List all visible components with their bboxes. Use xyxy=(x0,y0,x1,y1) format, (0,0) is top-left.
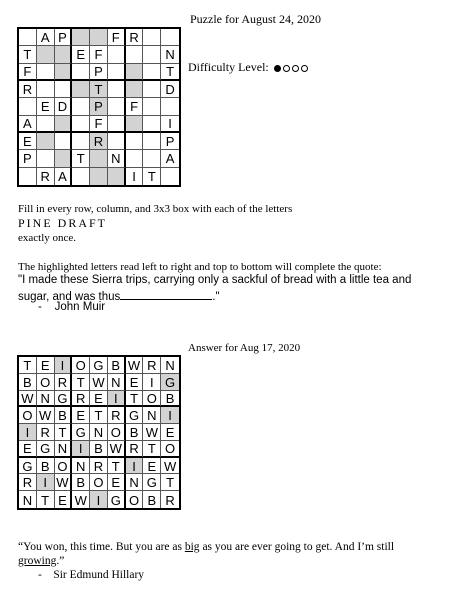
quote-line2-end: ." xyxy=(212,291,220,303)
puzzle-cell xyxy=(126,150,144,167)
puzzle-cell: R xyxy=(37,168,55,185)
answer-cell: E xyxy=(55,491,73,508)
answer-cell: O xyxy=(37,374,55,391)
quote-line2-start: sugar, and was thus xyxy=(18,291,121,303)
answer-cell: I xyxy=(126,458,144,475)
puzzle-cell xyxy=(72,168,90,185)
answer-cell: T xyxy=(55,424,73,441)
puzzle-cell: P xyxy=(90,64,108,81)
puzzle-cell: E xyxy=(37,98,55,115)
puzzle-cell xyxy=(72,29,90,46)
footer-quote-line2 xyxy=(18,555,64,567)
puzzle-cell xyxy=(126,64,144,81)
footer-attribution: - Sir Edmund Hillary xyxy=(38,569,145,581)
puzzle-cell: I xyxy=(126,168,144,185)
answer-cell: G xyxy=(126,407,144,424)
puzzle-cell xyxy=(143,46,161,63)
puzzle-cell: A xyxy=(37,29,55,46)
puzzle-cell xyxy=(126,116,144,133)
footer-quote-growing: growing xyxy=(18,555,57,567)
answer-cell: N xyxy=(161,357,179,374)
puzzle-cell: T xyxy=(161,64,179,81)
puzzle-cell: T xyxy=(72,150,90,167)
quote-intro: The highlighted letters read left to right and top to bottom will complete the quote: xyxy=(18,261,382,273)
difficulty-dot-filled-icon xyxy=(274,65,281,72)
puzzle-cell xyxy=(143,64,161,81)
puzzle-cell xyxy=(90,168,108,185)
puzzle-cell: F xyxy=(19,64,37,81)
quote-line1: "I made these Sierra trips, carrying only a sackful of bread with a little tea and xyxy=(18,274,412,286)
answer-cell: W xyxy=(19,391,37,408)
answer-cell: G xyxy=(161,374,179,391)
answer-cell: B xyxy=(37,458,55,475)
answer-cell: B xyxy=(90,441,108,458)
puzzle-cell xyxy=(161,29,179,46)
answer-cell: W xyxy=(90,374,108,391)
puzzle-cell xyxy=(55,46,73,63)
difficulty-dots xyxy=(272,60,308,74)
puzzle-cell: N xyxy=(161,46,179,63)
puzzle-cell xyxy=(37,81,55,98)
answer-cell: E xyxy=(108,474,126,491)
answer-cell: I xyxy=(37,474,55,491)
answer-cell: O xyxy=(143,391,161,408)
puzzle-cell xyxy=(108,46,126,63)
puzzle-cell xyxy=(108,64,126,81)
answer-cell: E xyxy=(126,374,144,391)
puzzle-cell: F xyxy=(126,98,144,115)
puzzle-cell: T xyxy=(143,168,161,185)
difficulty-dot-empty-icon xyxy=(292,65,299,72)
puzzle-cell xyxy=(37,133,55,150)
answer-cell: R xyxy=(37,424,55,441)
answer-cell: O xyxy=(161,441,179,458)
answer-cell: E xyxy=(143,458,161,475)
puzzle-cell xyxy=(126,81,144,98)
letters-list: PINE DRAFT xyxy=(18,216,108,230)
puzzle-cell xyxy=(143,133,161,150)
puzzle-cell: T xyxy=(90,81,108,98)
puzzle-cell xyxy=(126,46,144,63)
puzzle-cell xyxy=(72,98,90,115)
puzzle-cell xyxy=(90,29,108,46)
answer-cell: I xyxy=(72,441,90,458)
puzzle-cell xyxy=(161,168,179,185)
answer-cell: B xyxy=(72,474,90,491)
answer-cell: W xyxy=(126,357,144,374)
puzzle-cell xyxy=(143,116,161,133)
answer-cell: G xyxy=(108,491,126,508)
answer-cell: T xyxy=(19,357,37,374)
puzzle-cell xyxy=(55,116,73,133)
answer-cell: W xyxy=(161,458,179,475)
answer-cell: O xyxy=(19,407,37,424)
answer-cell: T xyxy=(90,407,108,424)
puzzle-cell: A xyxy=(19,116,37,133)
answer-cell: T xyxy=(37,491,55,508)
instructions-line1: Fill in every row, column, and 3x3 box with each of the letters xyxy=(18,203,293,215)
puzzle-cell xyxy=(55,81,73,98)
answer-cell: G xyxy=(19,458,37,475)
answer-cell: B xyxy=(161,391,179,408)
answer-cell: N xyxy=(126,474,144,491)
puzzle-cell xyxy=(72,64,90,81)
answer-cell: R xyxy=(55,374,73,391)
answer-cell: E xyxy=(19,441,37,458)
answer-cell: O xyxy=(55,458,73,475)
puzzle-cell xyxy=(108,81,126,98)
answer-cell: B xyxy=(143,491,161,508)
puzzle-cell xyxy=(108,168,126,185)
answer-cell: W xyxy=(72,491,90,508)
answer-cell: T xyxy=(161,474,179,491)
puzzle-cell xyxy=(72,81,90,98)
puzzle-cell xyxy=(143,150,161,167)
puzzle-cell xyxy=(37,46,55,63)
answer-cell: T xyxy=(72,374,90,391)
answer-cell: R xyxy=(108,407,126,424)
puzzle-cell: R xyxy=(126,29,144,46)
footer-quote-end: .” xyxy=(56,555,65,567)
answer-cell: W xyxy=(37,407,55,424)
puzzle-cell: D xyxy=(55,98,73,115)
puzzle-cell: F xyxy=(108,29,126,46)
answer-cell: R xyxy=(72,391,90,408)
answer-cell: T xyxy=(126,391,144,408)
puzzle-cell xyxy=(55,133,73,150)
answer-cell: R xyxy=(90,458,108,475)
answer-cell: B xyxy=(108,357,126,374)
answer-cell: E xyxy=(37,357,55,374)
quote-blank xyxy=(120,288,212,300)
puzzle-cell xyxy=(55,64,73,81)
answer-cell: T xyxy=(108,458,126,475)
footer-quote-big: big xyxy=(184,541,200,553)
puzzle-cell xyxy=(143,29,161,46)
puzzle-cell: P xyxy=(19,150,37,167)
puzzle-cell: N xyxy=(108,150,126,167)
puzzle-cell xyxy=(108,133,126,150)
difficulty-dot-empty-icon xyxy=(301,65,308,72)
answer-cell: N xyxy=(108,374,126,391)
answer-cell: I xyxy=(90,491,108,508)
puzzle-cell: R xyxy=(19,81,37,98)
answer-cell: B xyxy=(55,407,73,424)
puzzle-cell xyxy=(19,98,37,115)
puzzle-cell: P xyxy=(90,98,108,115)
answer-cell: O xyxy=(72,357,90,374)
answer-cell: T xyxy=(143,441,161,458)
puzzle-cell xyxy=(55,150,73,167)
answer-cell: O xyxy=(108,424,126,441)
puzzle-cell: R xyxy=(90,133,108,150)
answer-grid xyxy=(17,355,181,510)
puzzle-cell xyxy=(108,98,126,115)
difficulty-level xyxy=(188,60,308,75)
answer-cell: N xyxy=(90,424,108,441)
quote-attribution: - John Muir xyxy=(38,301,106,313)
answer-cell: N xyxy=(72,458,90,475)
answer-cell: R xyxy=(165,492,175,508)
answer-cell: N xyxy=(143,407,161,424)
difficulty-dot-empty-icon xyxy=(283,65,290,72)
answer-cell: R xyxy=(126,441,144,458)
answer-cell: I xyxy=(108,391,126,408)
answer-cell: W xyxy=(55,474,73,491)
answer-cell: W xyxy=(143,424,161,441)
answer-cell: G xyxy=(90,357,108,374)
answer-cell: I xyxy=(161,407,179,424)
answer-cell: R xyxy=(19,474,37,491)
puzzle-cell xyxy=(72,116,90,133)
puzzle-cell: I xyxy=(161,116,179,133)
answer-cell: E xyxy=(72,407,90,424)
puzzle-cell xyxy=(19,168,37,185)
answer-cell: I xyxy=(55,357,73,374)
answer-cell: O xyxy=(90,474,108,491)
puzzle-cell: D xyxy=(161,81,179,98)
puzzle-grid xyxy=(17,27,181,187)
difficulty-label: Difficulty Level: xyxy=(188,60,269,74)
puzzle-cell: E xyxy=(19,133,37,150)
puzzle-cell xyxy=(37,150,55,167)
puzzle-cell: E xyxy=(72,46,90,63)
footer-quote-line1 xyxy=(18,541,394,553)
puzzle-cell xyxy=(90,150,108,167)
answer-cell: N xyxy=(37,391,55,408)
puzzle-cell xyxy=(126,133,144,150)
puzzle-cell: F xyxy=(90,116,108,133)
answer-cell: B xyxy=(126,424,144,441)
answer-cell: G xyxy=(143,474,161,491)
answer-cell: W xyxy=(108,441,126,458)
puzzle-cell xyxy=(143,81,161,98)
answer-cell: E xyxy=(90,391,108,408)
puzzle-cell: P xyxy=(161,133,179,150)
puzzle-cell: T xyxy=(19,46,37,63)
answer-cell: N xyxy=(55,441,73,458)
answer-cell: N xyxy=(19,491,37,508)
puzzle-cell xyxy=(37,64,55,81)
answer-title: Answer for Aug 17, 2020 xyxy=(188,342,301,354)
footer-quote-part2: as you are ever going to get. And I’m still xyxy=(199,541,395,553)
puzzle-cell xyxy=(19,29,37,46)
footer-quote-part1: “You won, this time. But you are as xyxy=(18,541,185,553)
instructions-line3: exactly once. xyxy=(18,232,77,244)
puzzle-cell xyxy=(143,98,161,115)
puzzle-title: Puzzle for August 24, 2020 xyxy=(190,12,321,26)
puzzle-cell: F xyxy=(90,46,108,63)
puzzle-cell: A xyxy=(161,150,179,167)
puzzle-cell xyxy=(161,98,179,115)
puzzle-cell xyxy=(37,116,55,133)
answer-cell: B xyxy=(19,374,37,391)
answer-cell: G xyxy=(72,424,90,441)
puzzle-cell xyxy=(108,116,126,133)
answer-cell: G xyxy=(37,441,55,458)
answer-cell: G xyxy=(55,391,73,408)
answer-cell: E xyxy=(161,424,179,441)
puzzle-cell xyxy=(72,133,90,150)
answer-cell: I xyxy=(19,424,37,441)
puzzle-cell: A xyxy=(55,168,73,185)
answer-cell: O xyxy=(126,491,144,508)
answer-cell: I xyxy=(143,374,161,391)
puzzle-cell: P xyxy=(55,29,73,46)
answer-cell: R xyxy=(143,357,161,374)
